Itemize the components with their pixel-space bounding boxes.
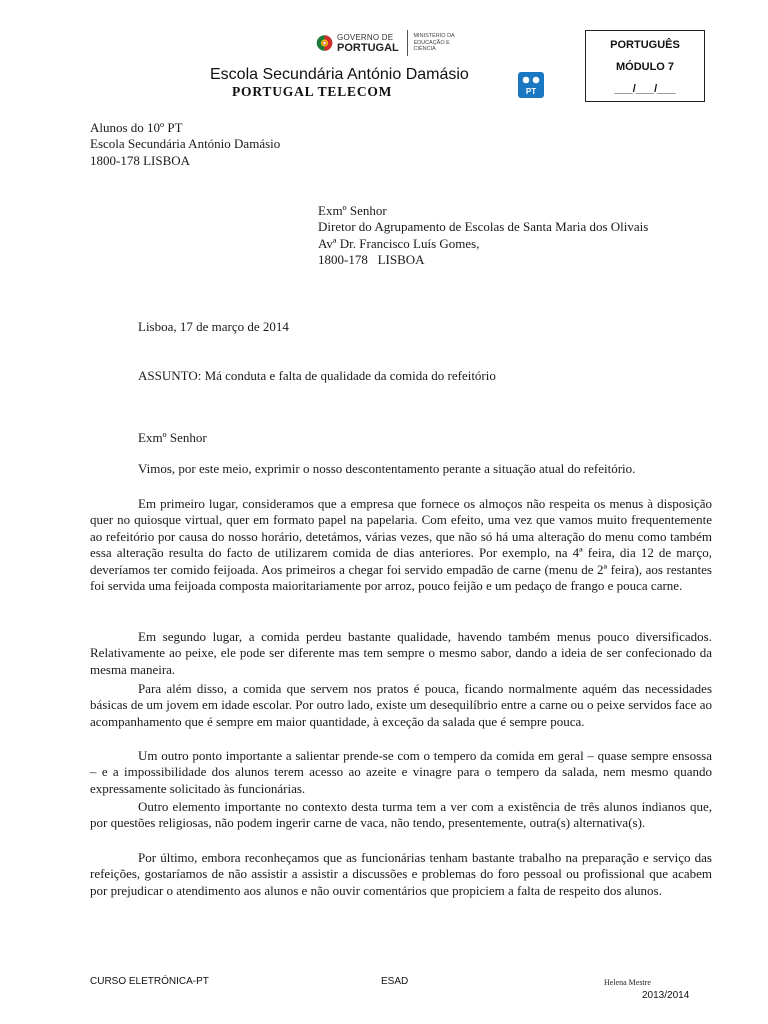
footer-year: 2013/2014	[642, 990, 690, 1001]
footer-course: CURSO ELETRÓNICA-PT	[90, 976, 209, 987]
company-name: PORTUGAL TELECOM	[232, 84, 393, 99]
subject-box	[585, 30, 705, 102]
subject-label: PORTUGUÊS	[610, 39, 680, 51]
subject-line: ASSUNTO: Má conduta e falta de qualidade da comida do refeitório	[138, 368, 496, 383]
logo-divider	[407, 30, 408, 56]
portugal-emblem-icon	[316, 31, 333, 55]
school-name: Escola Secundária António Damásio	[210, 66, 469, 83]
recipient-line: Avª Dr. Francisco Luís Gomes,	[318, 235, 480, 251]
ministry-label: MINISTÉRIO DA EDUCAÇÃO E CIÊNCIA	[413, 33, 455, 53]
module-label: MÓDULO 7	[615, 61, 675, 73]
sender-line: Alunos do 10º PT	[90, 120, 183, 135]
body-paragraph: Vimos, por este meio, exprimir o nosso descontentamento perante a situação atual do refeitório.	[138, 461, 636, 476]
sender-line: 1800-178 LISBOA	[90, 152, 191, 168]
recipient-line: Diretor do Agrupamento de Escolas de Santa Maria dos Olivais	[318, 219, 649, 235]
sender-address	[90, 120, 280, 169]
gov-line1: GOVERNO DE	[337, 33, 394, 42]
pt-logo-icon	[518, 72, 544, 98]
salutation: Exmº Senhor	[138, 430, 207, 445]
recipient-address	[318, 203, 648, 269]
footer-school-code: ESAD	[381, 976, 409, 987]
date-line: Lisboa, 17 de março de 2014	[138, 319, 289, 334]
footer-author-signature: Helena Mestre	[604, 978, 651, 987]
recipient-line: 1800-178 LISBOA	[318, 252, 425, 268]
recipient-line: Exmº Senhor	[318, 203, 387, 218]
body-paragraph: Outro elemento importante no contexto desta turma tem a ver com a existência de três alunos indianos que, por questões religiosas, não podem ingerir carne de vaca, não tendo, presentemente, outra(s) alternativa(s).	[90, 799, 712, 831]
body-paragraph: Por último, embora reconheçamos que as funcionárias tenham bastante trabalho na preparação e serviço das refeições, gostaríamos de não assistir a assistir a discussões e problemas do foro pessoal ou profissional que acabem por prejudicar o atendimento aos alunos e não ouvir comentários que propiciem a falta de respeito dos alunos.	[90, 850, 712, 898]
svg-text:PT: PT	[525, 87, 537, 96]
body-paragraph: Em segundo lugar, a comida perdeu bastante qualidade, havendo também menus pouco diversificados. Relativamente ao peixe, ele pode ser diferente mas tem sempre o mesmo sabor, dando a ideia de ser confecionado da mesma maneira.	[90, 629, 712, 677]
body-paragraph: Para além disso, a comida que servem nos pratos é pouca, ficando normalmente aquém das necessidades básicas de um jovem em idade escolar. Por outro lado, existe um desequilíbrio entre a carne ou o peixe servidos face ao acompanhamento que é sempre em maior quantidade, à exceção da salada que é sempre pouca.	[90, 681, 712, 729]
body-paragraph: Em primeiro lugar, consideramos que a empresa que fornece os almoços não respeita os menus à disposição quer no quiosque virtual, quer em formato papel na papelaria. Com efeito, uma vez que vamos muito frequentemente ao refeitório por causa do nosso horário, detetámos, várias vezes, que não só há uma alteração do menu como também essa alteração resulta do facto de utilizarem comida de dias anteriores. Por exemplo, na 4ª feira, dia 12 de março, deveríamos ter comido feijoada. Aos primeiros a chegar foi servido empadão de carne (menu de 2ª feira), aos restantes foi servida uma feijoada composta maioritariamente por arroz, pouco feijão e um pedaço de frango e pouca carne.	[90, 496, 712, 594]
body-paragraph: Um outro ponto importante a salientar prende-se com o tempero da comida em geral – quase sempre ensossa – e a impossibilidade dos alunos terem acesso ao azeite e vinagre para o tempero da salada, nem mesmo quando expressamente solicitado às funcionárias.	[90, 748, 712, 796]
date-blank: ___/___/___	[614, 83, 676, 95]
government-logo	[316, 28, 456, 58]
gov-line2: PORTUGAL	[337, 42, 399, 54]
sender-line: Escola Secundária António Damásio	[90, 136, 281, 152]
